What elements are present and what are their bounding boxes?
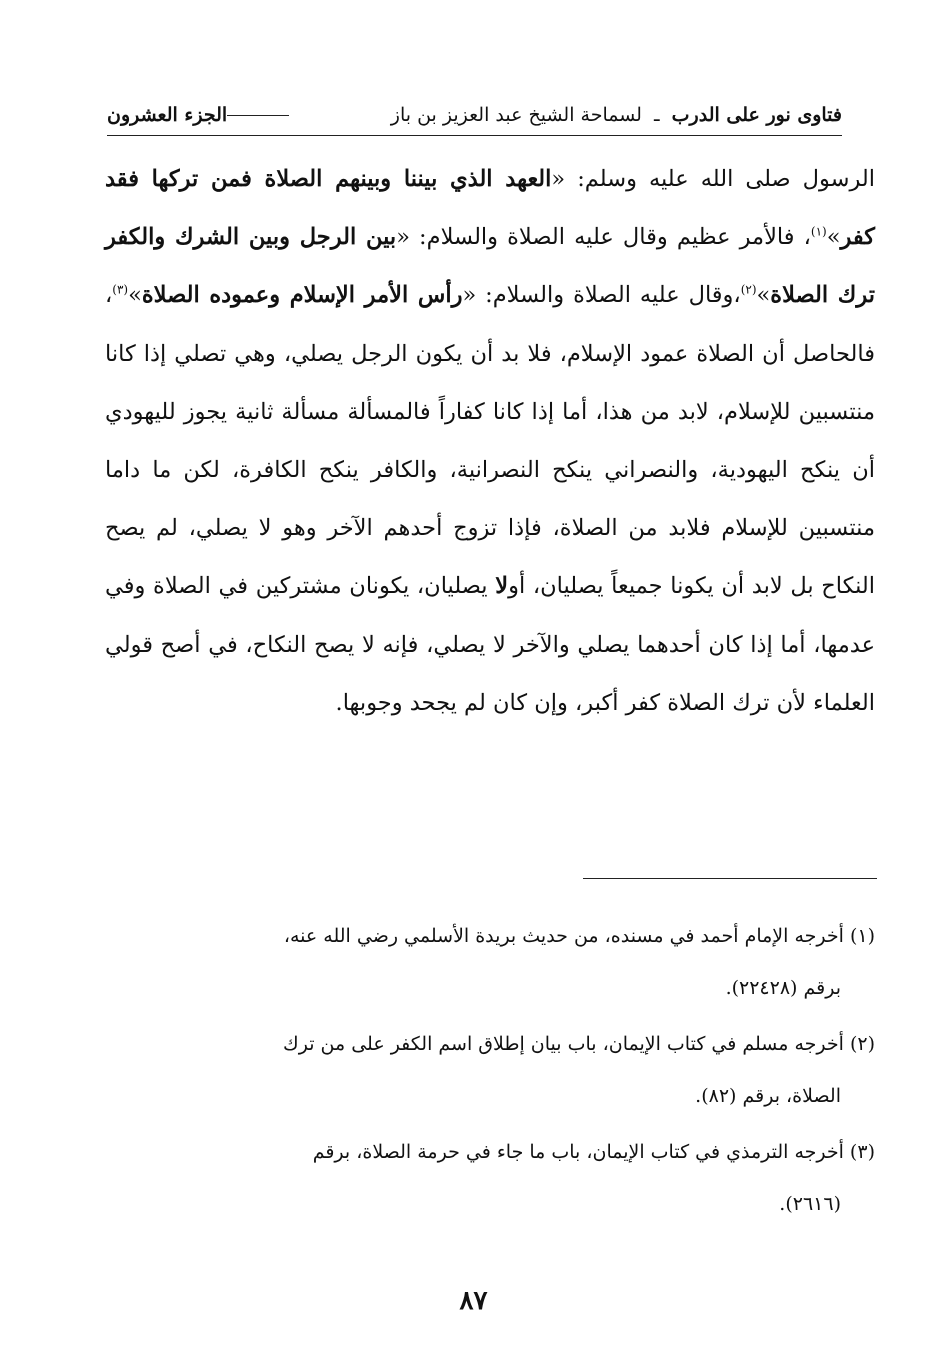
- main-paragraph: [105, 150, 875, 732]
- footnote-ref-2: (٢): [740, 282, 757, 297]
- footnote-text: (١) أخرجه الإمام أحمد في مسنده، من حديث بريدة الأسلمي رضي الله عنه،: [283, 925, 875, 947]
- book-title: فتاوى نور على الدرب: [671, 104, 842, 126]
- header-volume-group: [107, 104, 297, 126]
- header-separator: ـ: [654, 104, 660, 126]
- footnote-ref-3: (٣): [112, 282, 129, 297]
- footnote-divider: [583, 878, 877, 879]
- hadith-quote-2: بين الرجل وبين الشرك والكفر ترك الصلاة: [105, 224, 875, 309]
- text-run: »: [128, 282, 142, 309]
- header-dash-line: [227, 115, 289, 116]
- footnote-text: (٣) أخرجه الترمذي في كتاب الإيمان، باب ما جاء في حرمة الصلاة، برقم: [312, 1141, 875, 1163]
- footnote-3: [112, 1126, 875, 1230]
- running-header: [107, 95, 842, 136]
- footnote-text: الصلاة، برقم (٨٢).: [695, 1085, 841, 1107]
- footnote-text: (٢) أخرجه مسلم في كتاب الإيمان، باب بيان إطلاق اسم الكفر على من ترك: [283, 1033, 875, 1055]
- emphasized-word: لا: [495, 573, 509, 600]
- hadith-quote-3: رأس الأمر الإسلام وعموده الصلاة: [141, 282, 463, 309]
- text-run: ،وقال عليه الصلاة والسلام: «: [462, 282, 741, 309]
- book-author: لسماحة الشيخ عبد العزيز بن باز: [390, 104, 642, 126]
- page-number: ٨٧: [459, 1286, 488, 1316]
- footnote-1: [112, 910, 875, 1014]
- footnote-text: برقم (٢٢٤٢٨).: [725, 977, 841, 999]
- footnote-ref-1: (١): [810, 224, 827, 239]
- text-run: الرسول صلى الله عليه وسلم: «: [551, 166, 876, 192]
- footnotes: [112, 910, 875, 1234]
- text-run: ، فالأمر عظيم وقال عليه الصلاة والسلام: «: [396, 224, 811, 251]
- footnote-text: (٢٦١٦).: [779, 1193, 841, 1215]
- text-run: »: [826, 224, 841, 251]
- hadith-quote-1: العهد الذي بيننا وبينهم الصلاة فمن تركها فقد كفر: [105, 166, 876, 251]
- volume-label: الجزء العشرون: [107, 104, 228, 126]
- footnote-2: [112, 1018, 875, 1122]
- text-run: يصليان، يكونان مشتركين في الصلاة وفي عدمها، أما إذا كان أحدهما يصلي والآخر لا يصلي، فإنه لا يصح النكاح، في أصح قولي العلماء لأن ترك الصلاة كفر أكبر، وإن كان لم يجحد وجوبها.: [105, 573, 875, 716]
- text-run: ، فالحاصل أن الصلاة عمود الإسلام، فلا بد أن يكون الرجل يصلي، وهي تصلي إذا كانا منتسبين للإسلام، لابد من هذا، أما إذا كانا كفاراً فالمسألة مسألة ثانية يجوز لليهودي أن ينكح اليهودية، والنصراني ينكح النصرانية، والكافر ينكح الكافرة، لكن ما داما منتسبين للإسلام فلابد من الصلاة، فإذا تزوج أحدهم الآخر وهو لا يصلي، لم يصح النكاح بل لابد أن يكونا جميعاً يصليان، أو: [105, 282, 875, 600]
- header-title-group: [391, 104, 842, 126]
- text-run: »: [756, 282, 771, 309]
